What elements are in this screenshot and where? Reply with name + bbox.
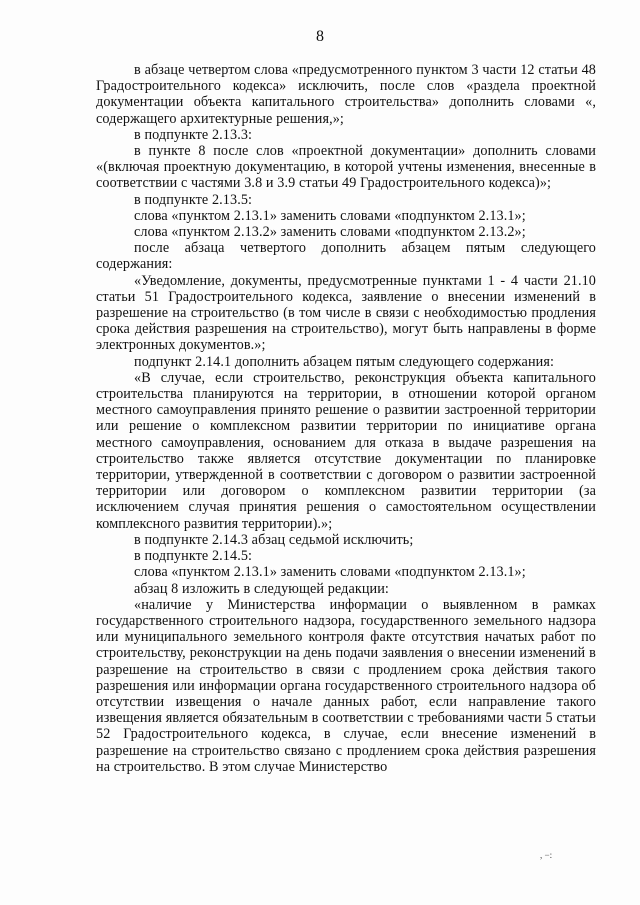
paragraph-6: слова «пунктом 2.13.2» заменить словами «подпунктом 2.13.2»; [134,224,526,241]
paragraph-10: «В случае, если строительство, реконструкция объекта капитального строительства планируются на территории, в отношении которой органом местного самоуправления принято решение о развитии застроенной территории или решение о комплексном развитии территории по инициативе органа местного самоуправления, основанием для отказа в выдаче разрешения на строительство также является отсутствие документации по планировке территории, утвержденной в соответствии с договором о развитии застроенной территории или договором о комплексном развитии территории (за исключением случая принятия решения о самостоятельном осуществлении комплексного развития территории).»; [96,369,596,532]
page-number: 8 [316,28,324,45]
paragraph-11: в подпункте 2.14.3 абзац седьмой исключить; [134,531,414,548]
paragraph-14: абзац 8 изложить в следующей редакции: [134,580,389,597]
paragraph-4: в подпункте 2.13.5: [134,191,253,208]
paragraph-15: «наличие у Министерства информации о выявленном в рамках государственного строительного надзора, государственного земельного надзора или муниципального земельного контроля факте отсутствия начатых работ по строительству, реконструкции на день подачи заявления о внесении изменений в разрешение на строительство в связи с продлением срока действия такого разрешения или информации органа государственного строительного надзора об отсутствии извещения о начале данных работ, если направление такого извещения является обязательным в соответствии с требованиями части 5 статьи 52 Градостроительного кодекса, в случае, если внесение изменений в разрешение на строительство связано с продлением срока действия разрешения на строительство. В этом случае Министерство [96,596,596,775]
paragraph-8: «Уведомление, документы, предусмотренные пунктами 1 - 4 части 21.10 статьи 51 Градостроительного кодекса, заявление о внесении изменений в разрешение на строительство (в том числе в связи с необходимостью продления срока действия разрешения на строительство), могут быть направлены в форме электронных документов.»; [96,272,596,354]
scan-artifact-marks: , −: [540,850,553,860]
paragraph-3: в пункте 8 после слов «проектной документации» дополнить словами «(включая проектную документацию, в которой учтены изменения, внесенные в соответствии с частями 3.8 и 3.9 статьи 49 Градостроительного кодекса)»; [96,143,596,192]
paragraph-13: слова «пунктом 2.13.1» заменить словами «подпунктом 2.13.1»; [134,564,526,581]
paragraph-7: после абзаца четвертого дополнить абзацем пятым следующего содержания: [96,240,596,273]
document-body [96,62,596,775]
paragraph-9: подпункт 2.14.1 дополнить абзацем пятым следующего содержания: [134,353,555,370]
paragraph-1: в абзаце четвертом слова «предусмотренного пунктом 3 части 12 статьи 48 Градостроительного кодекса» исключить, после слов «раздела проектной документации объекта капитального строительства» дополнить словами «, содержащего архитектурные решения,»; [96,62,596,127]
paragraph-2: в подпункте 2.13.3: [134,126,253,143]
paragraph-12: в подпункте 2.14.5: [134,548,253,565]
paragraph-5: слова «пунктом 2.13.1» заменить словами «подпунктом 2.13.1»; [134,207,526,224]
